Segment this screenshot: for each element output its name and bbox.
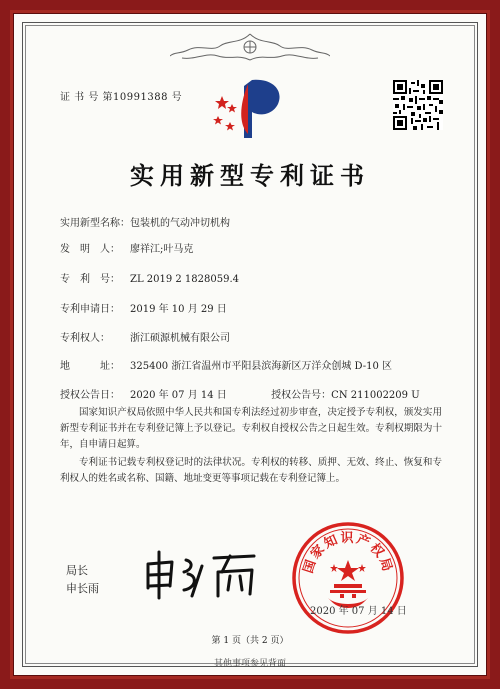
field-grant (60, 386, 420, 401)
page-number: 第 1 页（共 2 页） (211, 636, 289, 646)
field-value: ZL 2019 2 1828059.4 (130, 274, 240, 285)
field-label: 专利权人： (60, 333, 110, 344)
certificate-title: 实用新型专利证书 (130, 161, 370, 190)
cnipa-logo-icon (208, 72, 290, 144)
field-patentee (60, 329, 230, 344)
seal-text: 国家知识产权局 (300, 531, 396, 576)
ornament-icon (170, 30, 330, 66)
field-label: 实用新型名称： (60, 218, 130, 229)
field-value: 浙江硕源机械有限公司 (130, 333, 230, 344)
field-application-date (60, 300, 227, 315)
footer-note: 其他事项参见背面 (213, 659, 286, 669)
field-value: 廖祥江;叶马克 (130, 244, 194, 255)
grant-date: 2020 年 07 月 14 日 (130, 390, 227, 401)
field-design-name (60, 214, 230, 229)
field-label: 授权公告号： (271, 390, 332, 401)
signature-icon (142, 548, 260, 600)
field-inventor (60, 240, 193, 255)
field-address (60, 357, 392, 372)
field-label: 授权公告日： (60, 390, 120, 401)
field-label: 地 址： (60, 361, 120, 372)
paragraph-grant-notice: 国家知识产权局依照中华人民共和国专利法经过初步审查，决定授予专利权，颁发实用新型专利证书并在专利登记簿上予以登记。专利权自授权公告之日起生效。专利权期限为十年，自申请日起算。 (60, 407, 442, 450)
field-label: 发 明 人： (60, 244, 120, 255)
director-name: 申长雨 (66, 582, 99, 595)
field-label: 专利申请日： (60, 304, 120, 315)
field-value: 2019 年 10 月 29 日 (130, 304, 227, 315)
field-value: 包装机的气动冲切机构 (130, 218, 230, 229)
field-label: 专 利 号： (60, 274, 120, 285)
official-seal-icon (290, 520, 406, 636)
paragraph-legal-status: 专利证书记载专利权登记时的法律状况。专利权的转移、质押、无效、终止、恢复和专利权人的姓名或名称、国籍、地址变更等事项记载在专利登记簿上。 (60, 457, 442, 484)
field-patent-number (60, 270, 239, 285)
certificate-number: 证 书 号 第10991388 号 (60, 92, 183, 103)
director-title: 局长 (66, 564, 88, 577)
qr-code-icon (393, 80, 443, 130)
field-value: 325400 浙江省温州市平阳县滨海新区万洋众创城 D-10 区 (130, 361, 393, 372)
seal-date: 2020 年 07 月 14 日 (310, 606, 407, 617)
grant-publication-number: CN 211002209 U (331, 390, 420, 401)
